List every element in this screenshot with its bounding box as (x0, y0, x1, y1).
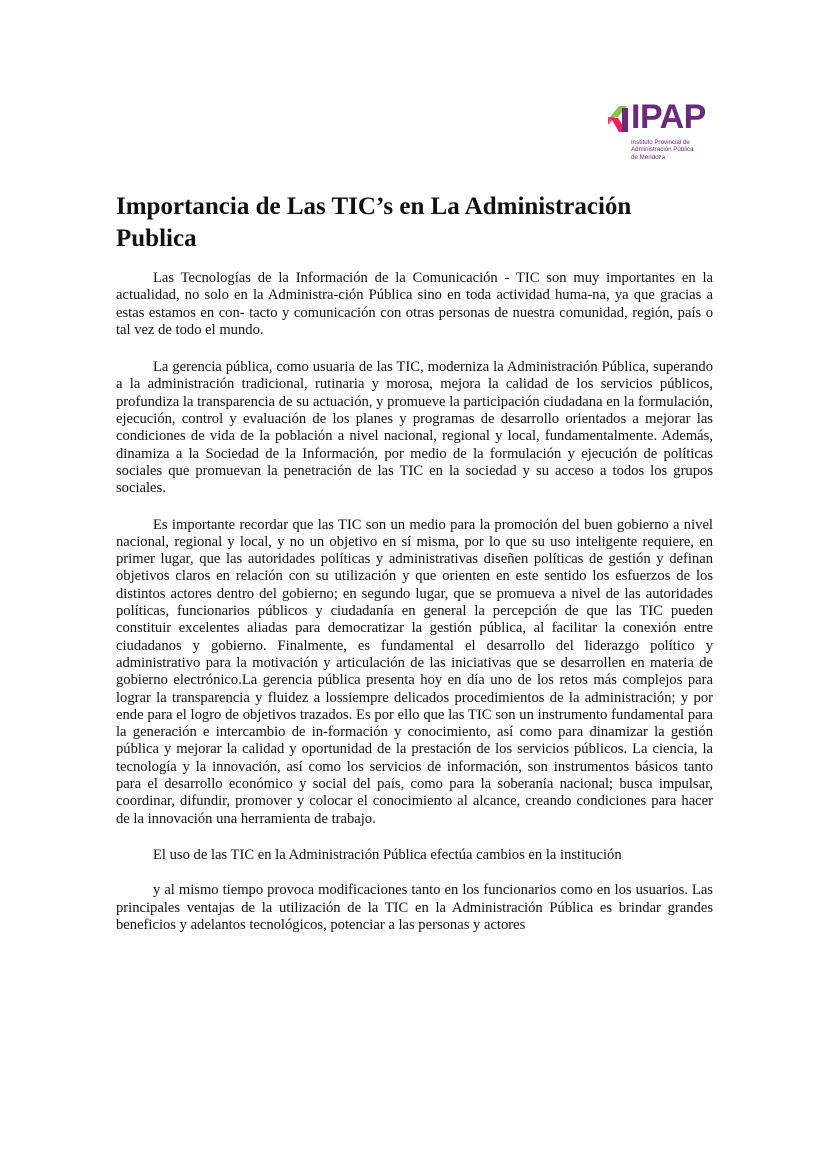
ipap-logo (605, 98, 715, 173)
document-body (116, 270, 713, 952)
document-title: Importancia de Las TIC’s en La Administración Publica (116, 193, 632, 252)
logo-subtitle-line: de Mendoza (631, 153, 666, 161)
logo-subtitle-line: Administración Pública (631, 146, 694, 154)
paragraph: La gerencia pública, como usuaria de las TIC, moderniza la Administración Pública, superando a la administración tradicional, rutinaria y morosa, mejora la calidad de los servicios públicos, profundiza la transparencia de su actuación, y promueve la participación ciudadana en la formulación, ejecución, control y evaluación de los planes y programas de desarrollo orientados a mejorar las condiciones de vida de la población a nivel nacional, regional y local, fundamentalmente. Además, dinamiza a la Sociedad de la Información, por medio de la formulación y ejecución de políticas sociales que promuevan la penetración de las TIC en la sociedad y su acceso a todos los grupos sociales. (116, 359, 713, 497)
paragraph: Las Tecnologías de la Información de la Comunicación - TIC son muy importantes en la actualidad, no solo en la Administra-ción Pública sino en toda actividad huma-na, ya que gracias a estas estamos en con- tacto y comunicación con otras personas de nuestra comunidad, región, país o tal vez de todo el mundo. (116, 270, 713, 338)
paragraph: El uso de las TIC en la Administración Pública efectúa cambios en la institución (153, 846, 622, 863)
logo-subtitle (631, 139, 721, 161)
logo-subtitle-line: Instituto Provincial de (631, 139, 690, 146)
logo-wordmark: IPAP (631, 98, 706, 136)
ipap-logo-mark-icon (605, 105, 629, 133)
paragraph: Es importante recordar que las TIC son un medio para la promoción del buen gobierno a nivel nacional, regional y local, y no un objetivo en sí misma, por lo que su uso inteligente requiere, en primer lugar, que las autoridades políticas y administrativas diseñen políticas de gestión y definan objetivos claros en relación con su utilización y que orienten en este sentido los esfuerzos de los distintos actores dentro del gobierno; en segundo lugar, que se promueva a nivel de las autoridades políticas, funcionarios públicos y ciudadanía en general la percepción de que las TIC pueden constituir excelentes aliadas para democratizar la gestión pública, al facilitar la conexión entre ciudadanos y gobierno. Finalmente, es fundamental el desarrollo del liderazgo político y administrativo para la motivación y articulación de las iniciativas que se desarrollen en materia de gobierno electrónico.La gerencia pública presenta hoy en día uno de los retos más complejos para lograr la transparencia y fluidez a lossiempre delicados procedimientos de la administración; y por ende para el logro de objetivos trazados. Es por ello que las TIC son un instrumento fundamental para la generación e intercambio de in-formación y conocimiento, así como para dinamizar la gestión pública y mejorar la calidad y oportunidad de la prestación de los servicios públicos. La ciencia, la tecnología y la innovación, así como los servicios de información, son instrumentos básicos tanto para el desarrollo económico y social del país, como para la soberanía nacional; busca impulsar, coordinar, difundir, promover y colocar el conocimiento al alcance, creando condiciones para hacer de la innovación una herramienta de trabajo. (116, 516, 713, 827)
paragraph: y al mismo tiempo provoca modificaciones tanto en los funcionarios como en los usuarios. Las principales ventajas de la utilización de la TIC en la Administración Pública es brindar grandes beneficios y adelantos tecnológicos, potenciar a las personas y actores (116, 882, 713, 933)
